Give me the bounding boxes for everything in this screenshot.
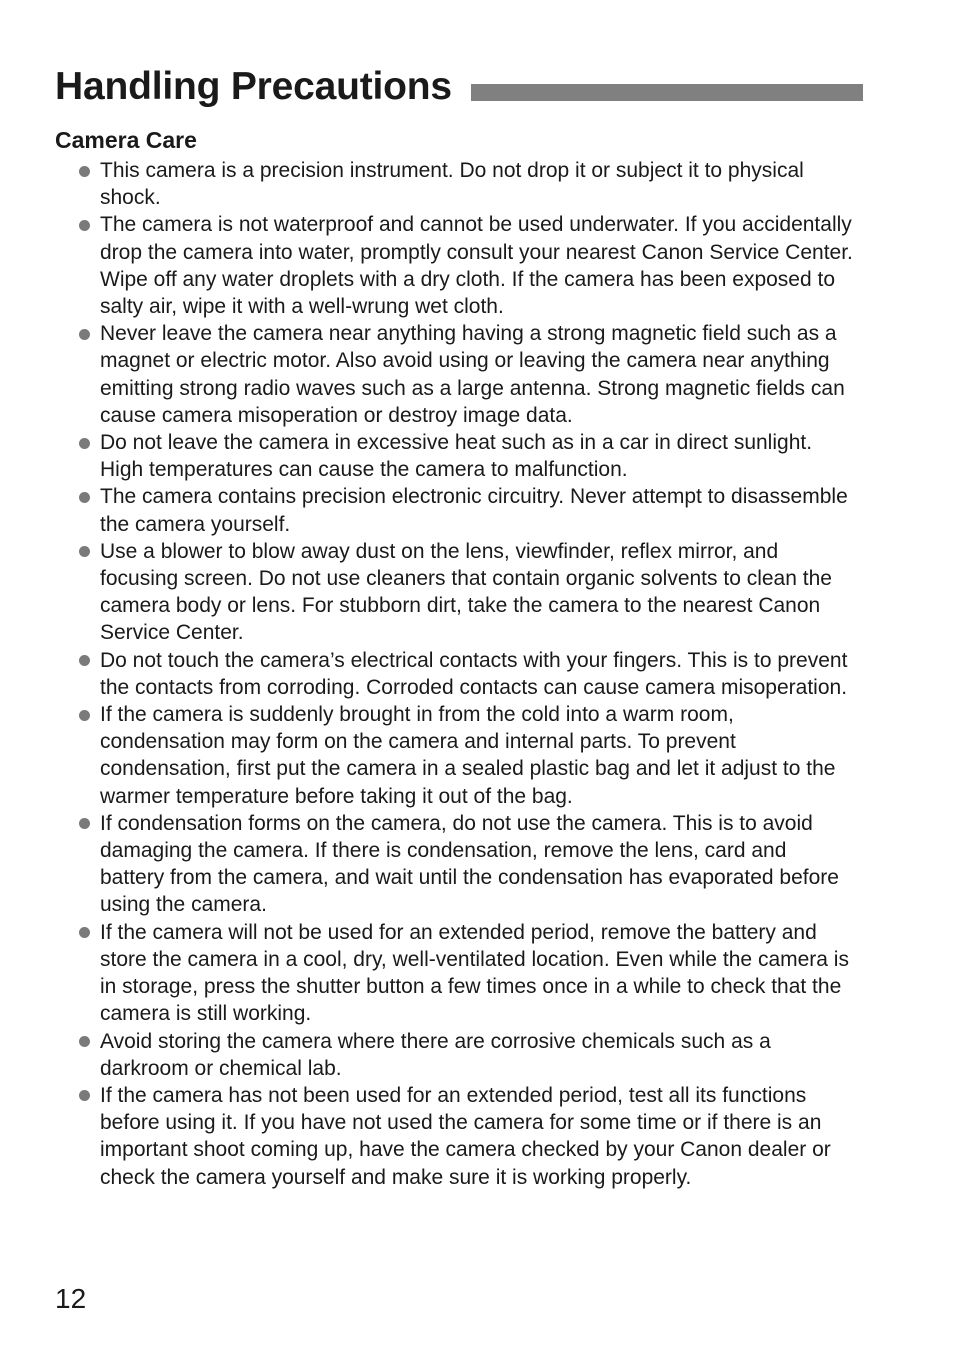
bullet-icon bbox=[79, 166, 90, 177]
list-item-text: The camera contains precision electronic circuitry. Never attempt to disassemble the camera yourself. bbox=[100, 485, 848, 536]
list-item bbox=[55, 919, 855, 1028]
list-item bbox=[55, 320, 855, 429]
list-item bbox=[55, 810, 855, 919]
precautions-list bbox=[55, 157, 855, 1191]
bullet-icon bbox=[79, 927, 90, 938]
bullet-icon bbox=[79, 710, 90, 721]
list-item bbox=[55, 483, 855, 537]
bullet-icon bbox=[79, 1090, 90, 1101]
list-item-text: Do not leave the camera in excessive heat such as in a car in direct sunlight. High temperatures can cause the camera to malfunction. bbox=[100, 431, 813, 482]
list-item-text: If condensation forms on the camera, do not use the camera. This is to avoid damaging the camera. If there is condensation, remove the lens, card and battery from the camera, and wait until the condensation has evaporated before using the camera. bbox=[100, 811, 839, 917]
bullet-icon bbox=[79, 220, 90, 231]
list-item-text: If the camera will not be used for an extended period, remove the battery and store the camera in a cool, dry, well-ventilated location. Even while the camera is in storage, press the shutter button a few times once in a while to check that the camera is still working. bbox=[100, 920, 849, 1026]
list-item-text: This camera is a precision instrument. Do not drop it or subject it to physical shock. bbox=[100, 159, 804, 210]
list-item bbox=[55, 701, 855, 810]
list-item bbox=[55, 538, 855, 647]
page-number: 12 bbox=[55, 1283, 87, 1314]
bullet-icon bbox=[79, 1036, 90, 1047]
bullet-icon bbox=[79, 329, 90, 340]
list-item-text: Avoid storing the camera where there are corrosive chemicals such as a darkroom or chemical lab. bbox=[100, 1029, 771, 1080]
list-item bbox=[55, 647, 855, 701]
list-item-text: Do not touch the camera’s electrical contacts with your fingers. This is to prevent the contacts from corroding. Corroded contacts can cause camera misoperation. bbox=[100, 648, 848, 699]
section-heading: Camera Care bbox=[55, 127, 197, 153]
list-item-text: Use a blower to blow away dust on the lens, viewfinder, reflex mirror, and focusing screen. Do not use cleaners that contain organic solvents to clean the camera body or lens. For stubborn dirt, take the camera to the nearest Canon Service Center. bbox=[100, 539, 832, 645]
list-item bbox=[55, 1082, 855, 1191]
bullet-icon bbox=[79, 492, 90, 503]
list-item bbox=[55, 429, 855, 483]
list-item bbox=[55, 211, 855, 320]
bullet-icon bbox=[79, 818, 90, 829]
list-item bbox=[55, 1028, 855, 1082]
bullet-icon bbox=[79, 546, 90, 557]
list-item bbox=[55, 157, 855, 211]
page-title: Handling Precautions bbox=[55, 65, 452, 108]
list-item-text: The camera is not waterproof and cannot be used underwater. If you accidentally drop the camera into water, promptly consult your nearest Canon Service Center. Wipe off any water droplets with a dry cloth. If the camera has been exposed to salty air, wipe it with a well-wrung wet cloth. bbox=[100, 213, 853, 319]
bullet-icon bbox=[79, 438, 90, 449]
list-item-text: Never leave the camera near anything having a strong magnetic field such as a magnet or electric motor. Also avoid using or leaving the camera near anything emitting strong radio waves such as a large antenna. Strong magnetic fields can cause camera misoperation or destroy image data. bbox=[100, 322, 845, 427]
title-rule-bar bbox=[471, 84, 863, 101]
bullet-icon bbox=[79, 655, 90, 666]
list-item-text: If the camera has not been used for an extended period, test all its functions before using it. If you have not used the camera for some time or if there is an important shoot coming up, have the camera checked by your Canon dealer or check the camera yourself and make sure it is working properly. bbox=[100, 1083, 831, 1189]
list-item-text: If the camera is suddenly brought in from the cold into a warm room, condensation may form on the camera and internal parts. To prevent condensation, first put the camera in a sealed plastic bag and let it adjust to the warmer temperature before taking it out of the bag. bbox=[100, 703, 836, 808]
